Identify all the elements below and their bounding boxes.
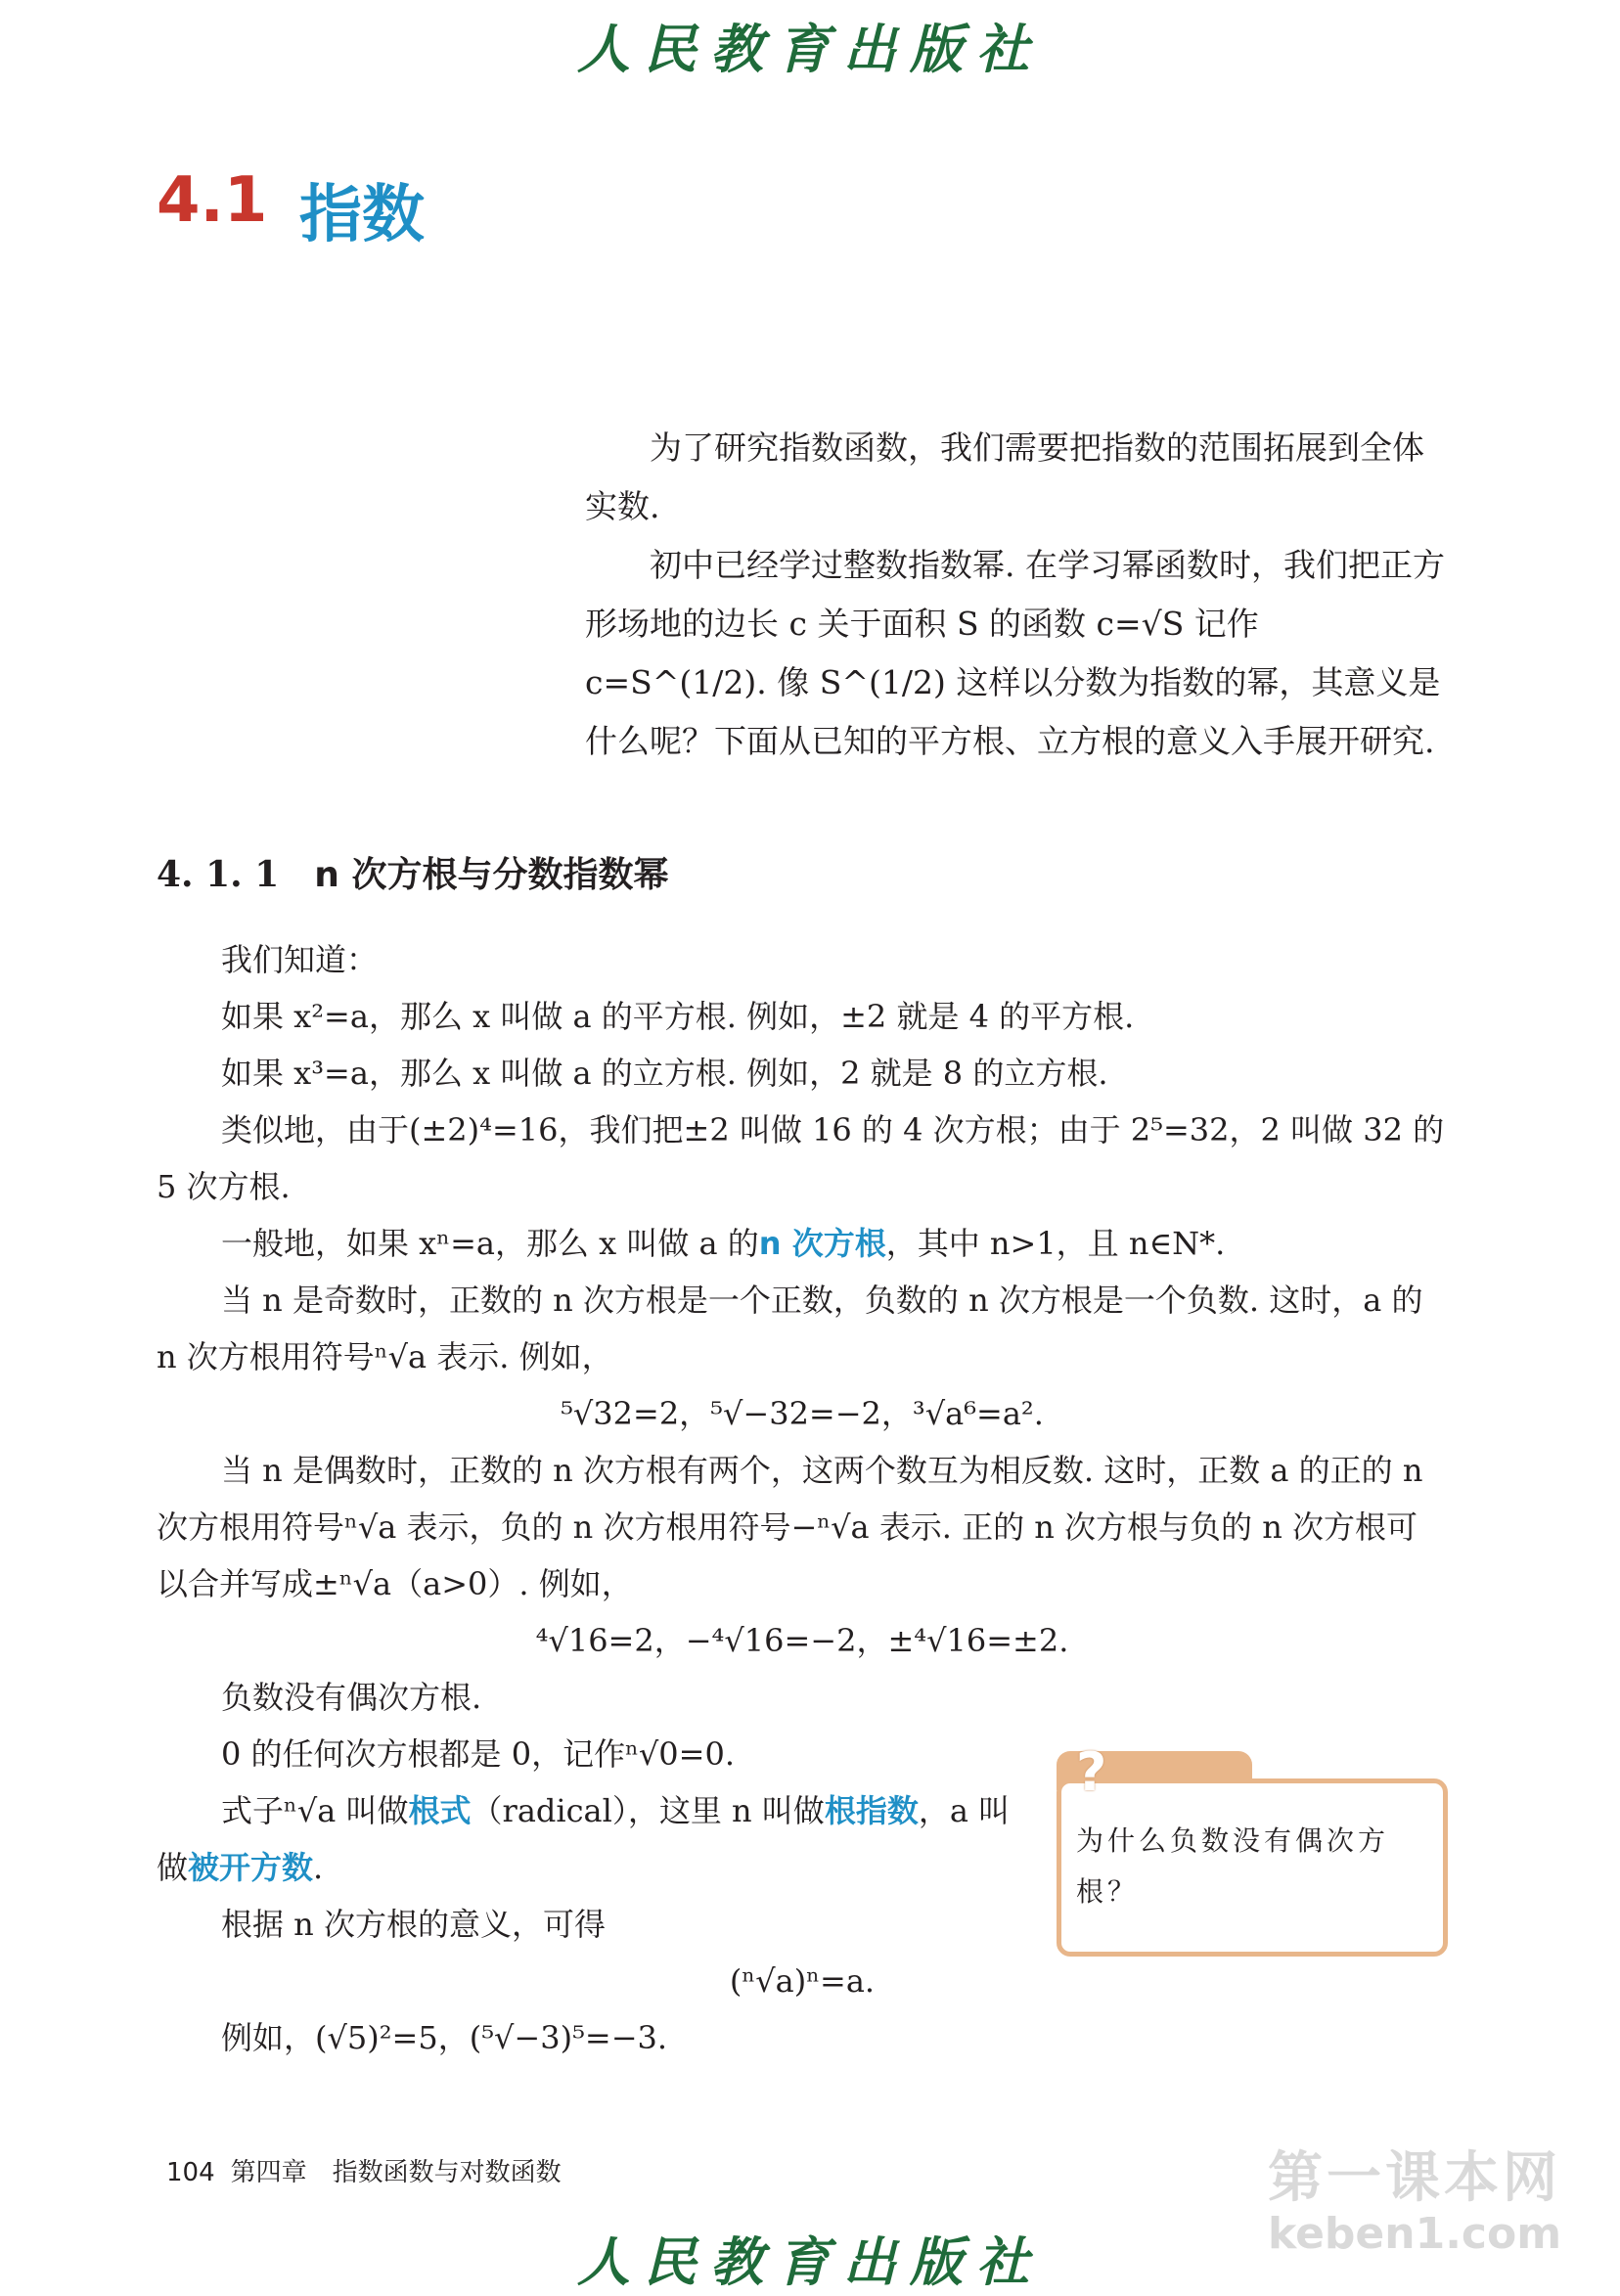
paragraph: 0 的任何次方根都是 0，记作ⁿ√0=0. [221,1735,736,1773]
note-text: 为什么负数没有偶次方根？ [1076,1824,1390,1908]
formula: ⁵√32=2，⁵√−32=−2，³√a⁶=a². [561,1395,1044,1432]
text-run: （radical），这里 n 叫做 [471,1792,825,1829]
text-run: ，a 叫做 [157,1792,1011,1886]
section-title: n 次方根与分数指数幂 [314,855,669,895]
chapter-number: 4.1 [157,164,268,237]
section-heading [157,847,668,897]
paragraph [157,1215,1448,1272]
intro-text [585,419,1446,771]
term-radical: 根式 [408,1792,472,1829]
section-number: 4. 1. 1 [157,854,280,895]
term-root-index: 根指数 [824,1792,919,1829]
question-mark-icon: ? [1076,1741,1107,1803]
publisher-footer: 人民教育出版社 [577,2230,1043,2293]
page-number: 104 [166,2158,215,2187]
text-run: 一般地，如果 xⁿ=a，那么 x 叫做 a 的 [221,1225,759,1262]
paragraph: 如果 x³=a，那么 x 叫做 a 的立方根. 例如，2 就是 8 的立方根. [221,1055,1108,1092]
intro-paragraph: 为了研究指数函数，我们需要把指数的范围拓展到全体实数. [585,428,1424,525]
paragraph: 如果 x²=a，那么 x 叫做 a 的平方根. 例如，±2 就是 4 的平方根. [221,998,1135,1035]
paragraph: 负数没有偶次方根. [221,1679,482,1716]
paragraph: 类似地，由于(±2)⁴=16，我们把±2 叫做 16 的 4 次方根；由于 2⁵=32，2 叫做 32 的 5 次方根. [157,1111,1445,1205]
watermark-line1: 第一课本网 [1268,2146,1562,2210]
paragraph [157,1782,1017,1896]
term-nth-root: n 次方根 [758,1225,886,1262]
paragraph: 根据 n 次方根的意义，可得 [221,1906,606,1943]
watermark-line2: keben1.com [1268,2209,1562,2259]
intro-paragraph: 初中已经学过整数指数幂. 在学习幂函数时，我们把正方形场地的边长 c 关于面积 S 的函数 c=√S 记作 c=S^(1/2). 像 S^(1/2) 这样以分数为指数的幂，其意义是什么呢？下面从已知的平方根、立方根的意义入手展开研究. [585,546,1445,760]
term-radicand: 被开方数 [188,1849,314,1886]
paragraph: 我们知道： [221,941,379,978]
chapter-name: 第四章 指数函数与对数函数 [230,2158,562,2187]
text-run: 式子ⁿ√a 叫做 [221,1792,409,1829]
text-run: ，其中 n>1，且 n∈N*. [885,1225,1226,1262]
formula: (ⁿ√a)ⁿ=a. [729,1962,876,2000]
text-run: . [313,1849,324,1886]
paragraph: 当 n 是偶数时，正数的 n 次方根有两个，这两个数互为相反数. 这时，正数 a 的正的 n 次方根用符号ⁿ√a 表示，负的 n 次方根用符号−ⁿ√a 表示. 正的 n 次方根与负的 n 次方根可以合并写成±ⁿ√a（a>0）. 例如， [157,1452,1423,1602]
publisher-header: 人民教育出版社 [577,18,1043,80]
chapter-title: 指数 [299,179,425,251]
paragraph: 例如，(√5)²=5，(⁵√−3)⁵=−3. [221,2019,668,2056]
page-footer [166,2152,562,2188]
paragraph: 当 n 是奇数时，正数的 n 次方根是一个正数，负数的 n 次方根是一个负数. 这时，a 的 n 次方根用符号ⁿ√a 表示. 例如， [157,1282,1423,1375]
formula: ⁴√16=2，−⁴√16=−2，±⁴√16=±2. [535,1622,1069,1659]
